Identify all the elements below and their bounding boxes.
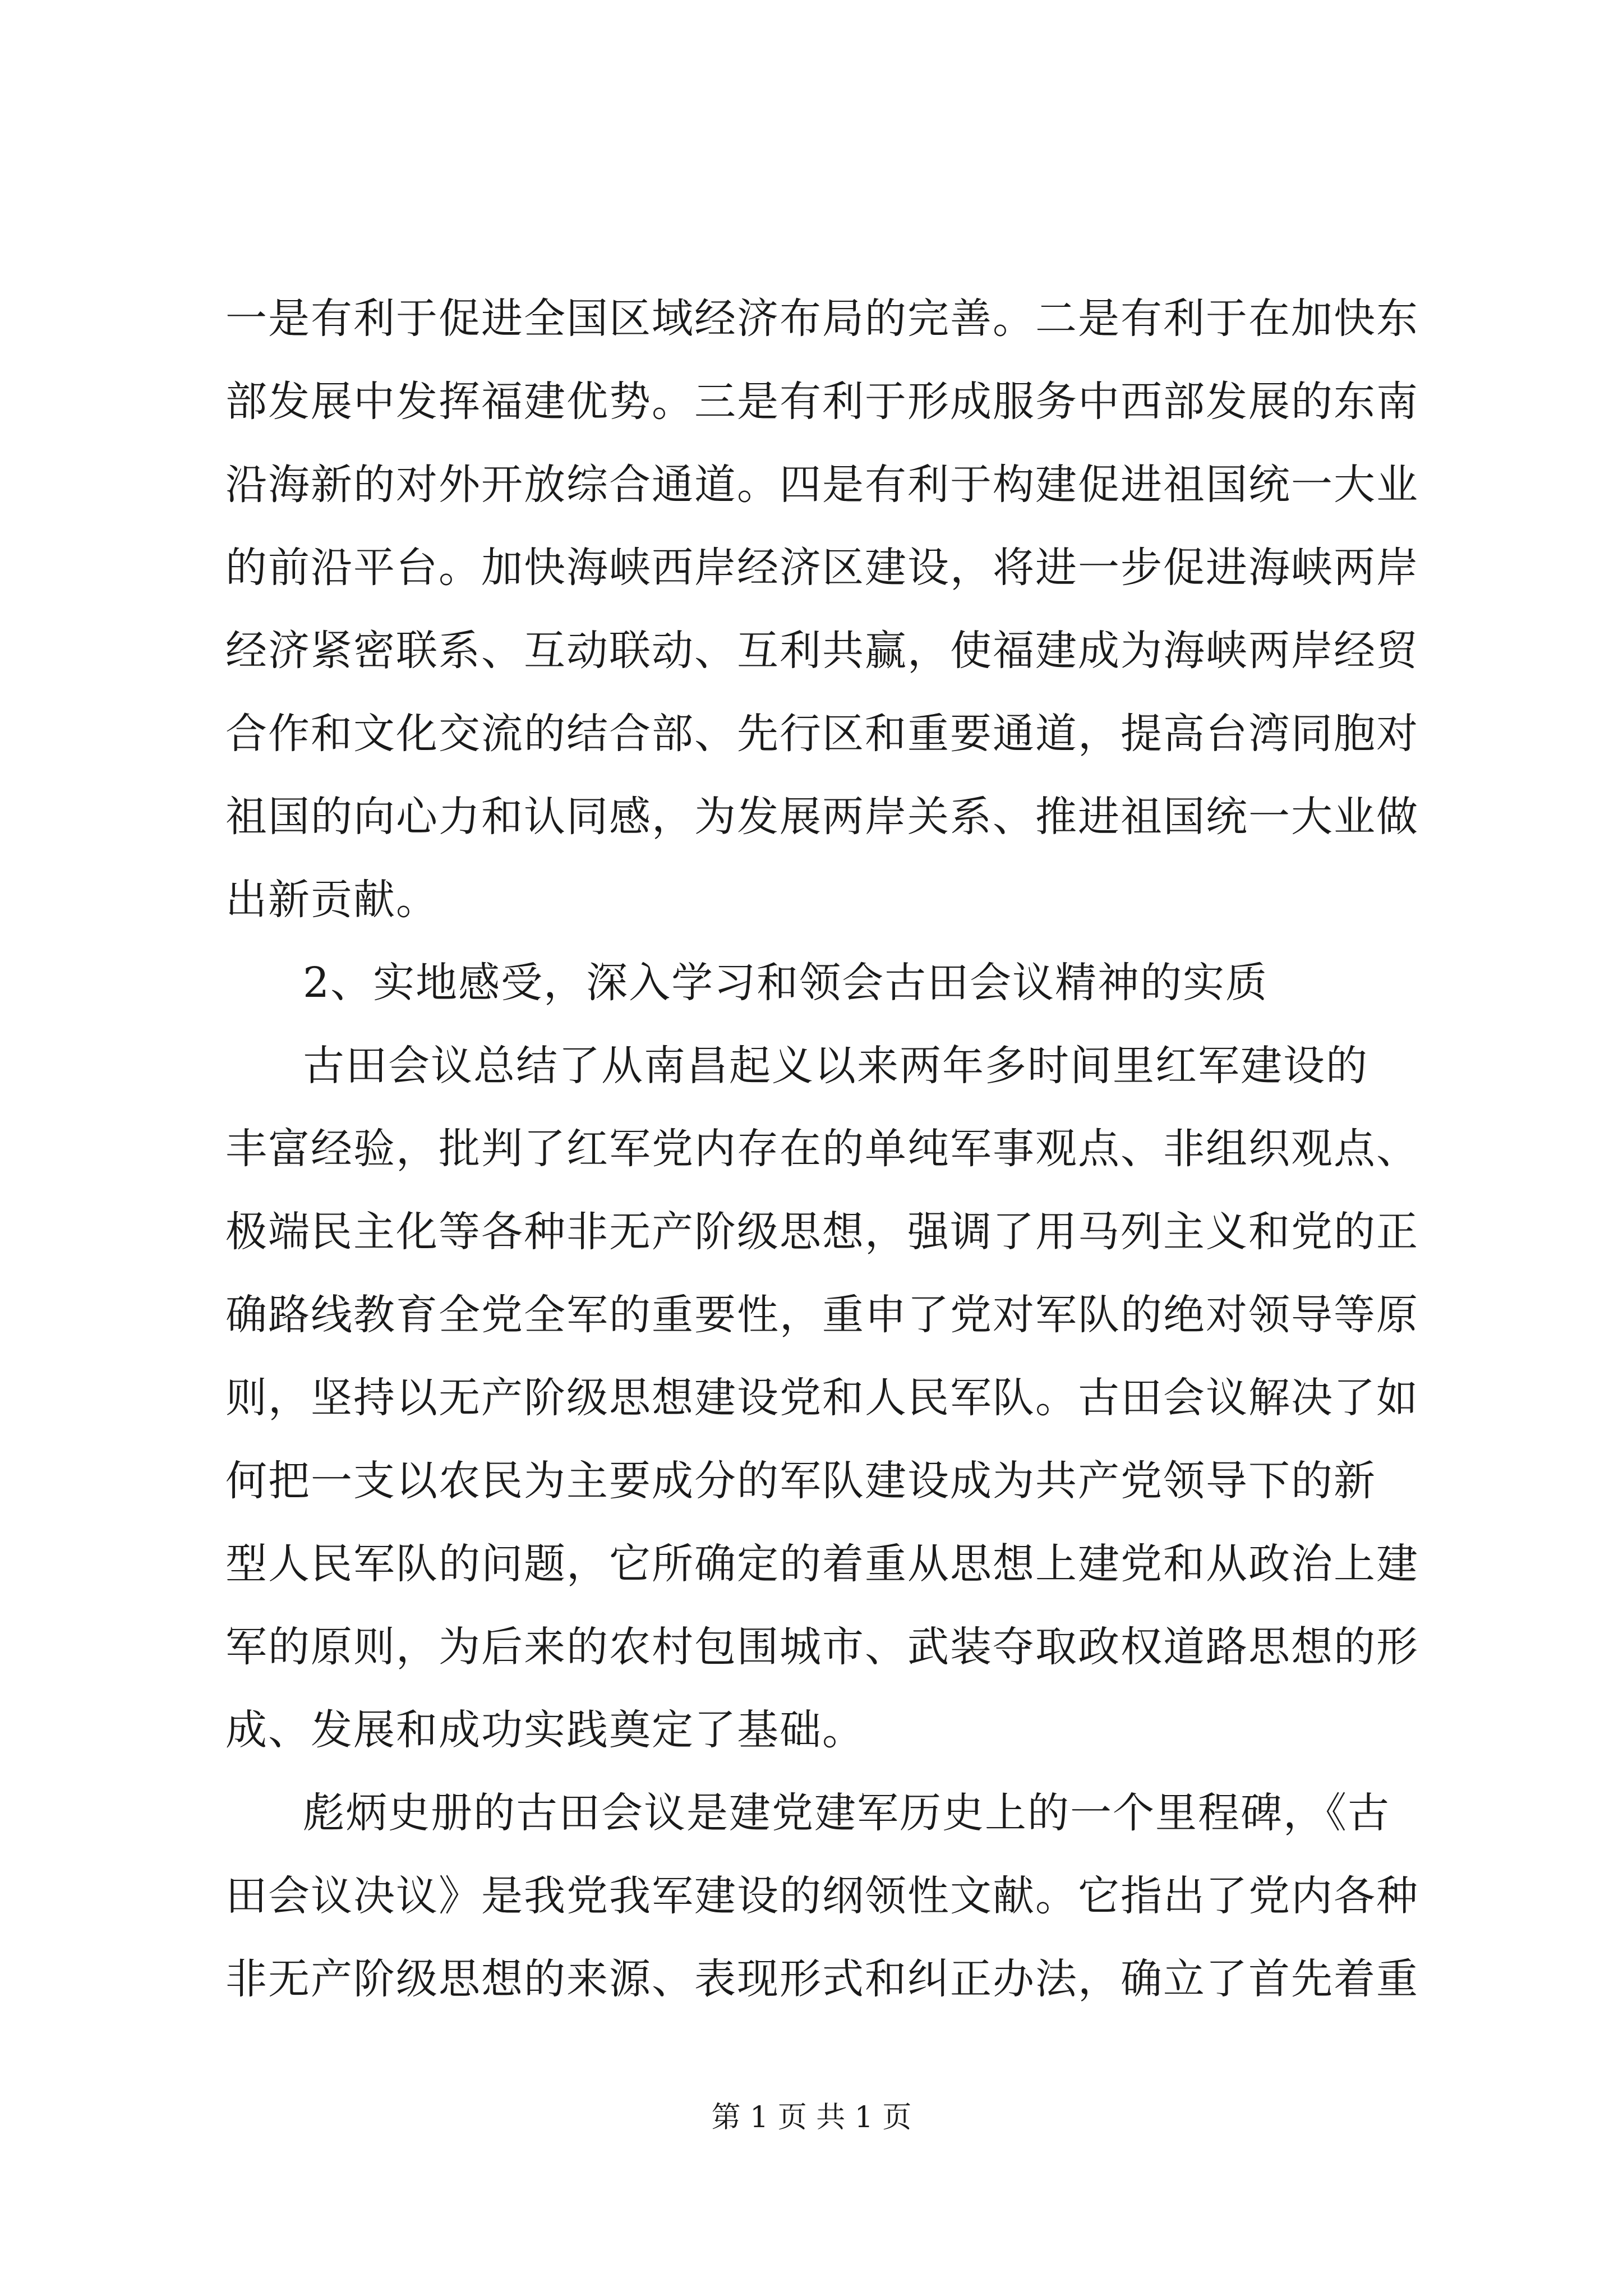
text-line: 田会议决议》是我党我军建设的纲领性文献。它指出了党内各种 <box>225 1872 1419 1920</box>
text-line: 彪炳史册的古田会议是建党建军历史上的一个里程碑，《古 <box>303 1789 1390 1837</box>
text-line: 丰富经验，批判了红军党内存在的单纯军事观点、非组织观点、 <box>225 1125 1419 1173</box>
text-line: 何把一支以农民为主要成分的军队建设成为共产党领导下的新 <box>225 1457 1376 1505</box>
text-line: 古田会议总结了从南昌起义以来两年多时间里红军建设的 <box>303 1042 1368 1090</box>
text-line: 祖国的向心力和认同感，为发展两岸关系、推进祖国统一大业做 <box>225 793 1419 841</box>
text-line: 的前沿平台。加快海峡西岸经济区建设，将进一步促进海峡两岸 <box>225 544 1419 592</box>
text-line: 出新贡献。 <box>225 876 439 924</box>
text-line: 一是有利于促进全国区域经济布局的完善。二是有利于在加快东 <box>225 295 1419 343</box>
text-line: 型人民军队的问题，它所确定的着重从思想上建党和从政治上建 <box>225 1540 1419 1588</box>
text-line: 非无产阶级思想的来源、表现形式和纠正办法，确立了首先着重 <box>225 1955 1419 2003</box>
text-line: 经济紧密联系、互动联动、互利共赢，使福建成为海峡两岸经贸 <box>225 627 1419 675</box>
text-line: 则，坚持以无产阶级思想建设党和人民军队。古田会议解决了如 <box>225 1374 1419 1422</box>
text-line: 成、发展和成功实践奠定了基础。 <box>225 1706 865 1754</box>
text-line: 沿海新的对外开放综合通道。四是有利于构建促进祖国统一大业 <box>225 461 1419 509</box>
text-line: 合作和文化交流的结合部、先行区和重要通道，提高台湾同胞对 <box>225 710 1419 758</box>
text-line: 军的原则，为后来的农村包围城市、武装夺取政权道路思想的形 <box>225 1623 1419 1671</box>
text-line: 极端民主化等各种非无产阶级思想，强调了用马列主义和党的正 <box>225 1208 1419 1256</box>
text-line: 确路线教育全党全军的重要性，重申了党对军队的绝对领导等原 <box>225 1291 1419 1339</box>
text-line: 部发展中发挥福建优势。三是有利于形成服务中西部发展的东南 <box>225 378 1419 426</box>
section-heading: 2、实地感受，深入学习和领会古田会议精神的实质 <box>303 959 1269 1007</box>
page-number-footer: 第 1 页 共 1 页 <box>711 2101 912 2134</box>
